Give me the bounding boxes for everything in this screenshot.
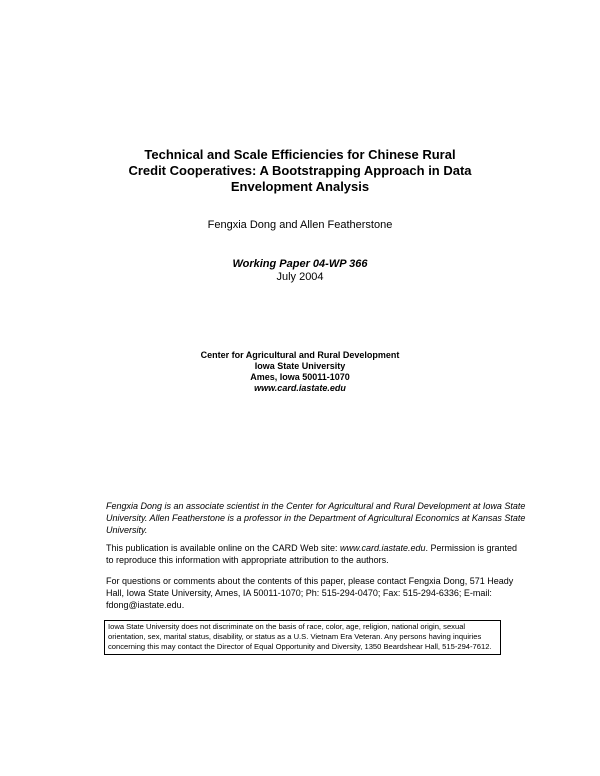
working-paper-number: Working Paper 04-WP 366 xyxy=(232,258,368,270)
institution-block xyxy=(0,350,600,394)
availability-statement xyxy=(106,542,526,566)
working-paper-info xyxy=(0,258,600,284)
institution-location: Ames, Iowa 50011-1070 xyxy=(250,372,350,382)
contact-statement: For questions or comments about the contents of this paper, please contact Fengxia Dong, 571 Heady Hall, Iowa State University, Ames, IA 50011-1070; Ph: 515-294-0470; Fax: 515-294-6336; E-mail: fdong@iastate.edu. xyxy=(106,576,514,610)
title-line-1: Technical and Scale Efficiencies for Chinese Rural xyxy=(144,147,456,162)
availability-text-start: This publication is available online on the CARD Web site: xyxy=(106,543,340,553)
nondiscrimination-notice: Iowa State University does not discriminate on the basis of race, color, age, religion, national origin, sexual orientation, sex, marital status, disability, or status as a U.S. Vietnam Era Veteran. Any persons having inquiries concerning this may contact the Director of Equal Opportunity and Diversity, 1350 Beardshear Hall, 515-294-7612. xyxy=(104,620,501,655)
author-names: Fengxia Dong and Allen Featherstone xyxy=(207,219,393,231)
institution-name: Center for Agricultural and Rural Development xyxy=(200,350,400,360)
paper-title xyxy=(120,147,480,195)
author-bio: Fengxia Dong is an associate scientist in the Center for Agricultural and Rural Development at Iowa State University. Allen Featherstone is a professor in the Department of Agricultural Economics at Kansas State University. xyxy=(106,501,526,535)
institution-university: Iowa State University xyxy=(254,361,346,371)
institution-website-link[interactable]: www.card.iastate.edu xyxy=(254,383,346,393)
title-line-2: Credit Cooperatives: A Bootstrapping Approach in Data xyxy=(128,163,472,178)
availability-text-end: . Permission is granted to reproduce this information with appropriate attribution to the authors. xyxy=(106,543,518,565)
title-line-3: Envelopment Analysis xyxy=(230,179,370,194)
publication-date: July 2004 xyxy=(276,271,324,283)
availability-website-link[interactable]: www.card.iastate.edu xyxy=(339,543,426,553)
